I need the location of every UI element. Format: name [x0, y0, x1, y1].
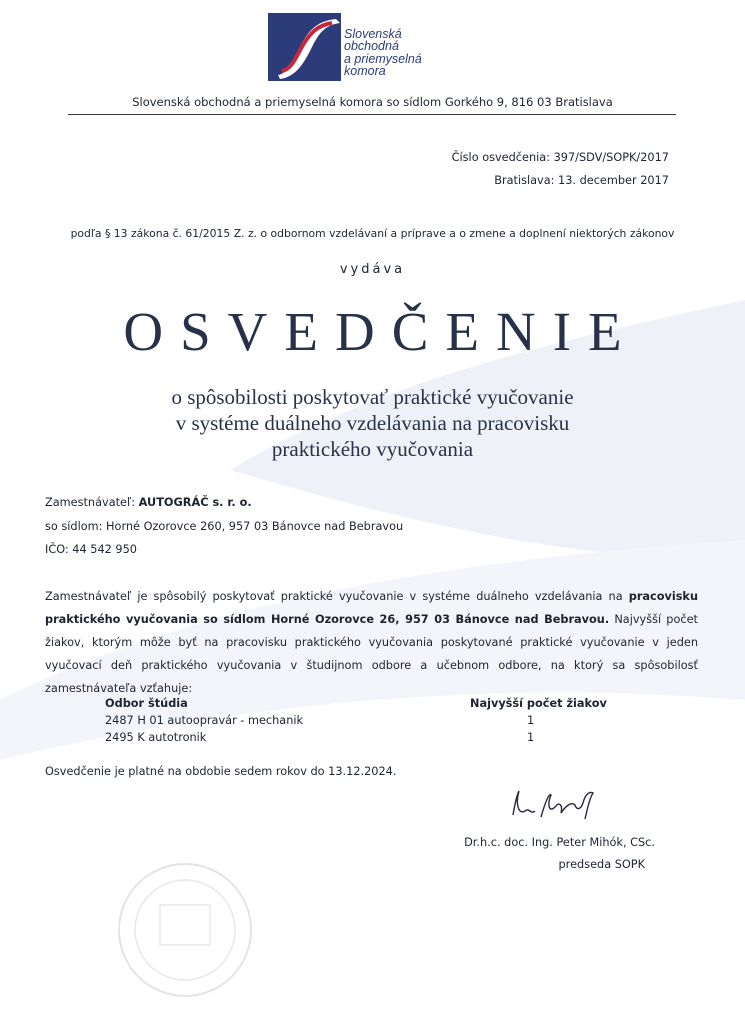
subtitle-line: o spôsobilosti poskytovať praktické vyučovanie: [171, 385, 574, 409]
legal-basis: podľa § 13 zákona č. 61/2015 Z. z. o odbornom vzdelávaní a príprave a o zmene a doplnení niektorých zákonov: [70, 227, 675, 240]
handwritten-signature: [505, 785, 615, 825]
certificate-number: Číslo osvedčenia: 397/SDV/SOPK/2017: [451, 151, 669, 164]
employer-name: AUTOGRÁČ s. r. o.: [138, 496, 252, 509]
logo-wordmark: Slovenská obchodná a priemyselná komora: [344, 27, 422, 79]
place-date: Bratislava: 13. december 2017: [494, 174, 669, 187]
subtitle-line: v systéme duálneho vzdelávania na pracovisku: [175, 411, 570, 435]
sopk-logo: [268, 13, 341, 81]
table-row-field: 2487 H 01 autoopravár - mechanik: [105, 714, 304, 727]
embossed-seal: [115, 860, 255, 1000]
workplace-address: pracovisku praktického vyučovania so sídlom Horné Ozorovce 26, 957 03 Bánovce nad Bebravou.: [45, 590, 698, 626]
employer-label: Zamestnávateľ:: [45, 496, 136, 509]
employer-seat: so sídlom: Horné Ozorovce 260, 957 03 Bánovce nad Bebravou: [45, 520, 404, 533]
employer-line: [45, 496, 252, 509]
table-row-count: 1: [527, 731, 535, 744]
signatory-name: Dr.h.c. doc. Ing. Peter Mihók, CSc.: [464, 836, 655, 849]
issues-label: vydáva: [339, 262, 406, 277]
chamber-address: Slovenská obchodná a priemyselná komora so sídlom Gorkého 9, 816 03 Bratislava: [132, 95, 613, 109]
table-header-count: Najvyšší počet žiakov: [470, 697, 607, 710]
signatory-role: predseda SOPK: [558, 858, 645, 871]
certificate-title: OSVEDČENIE: [123, 301, 639, 362]
validity-statement: Osvedčenie je platné na obdobie sedem rokov do 13.12.2024.: [45, 765, 397, 778]
body-paragraph: Zamestnávateľ je spôsobilý poskytovať praktické vyučovanie v systéme duálneho vzdelávania na pracovisku praktického vyučovania so sídlom Horné Ozorovce 26, 957 03 Bánovce nad Bebravou. Najvyšší počet žiakov, ktorým môže byť na pracovisku praktického vyučovania poskytované praktické vyučovanie v jeden vyučovací deň praktického vyučovania v študijnom odbore a učebnom odbore, na ktorý sa spôsobilosť zamestnávateľa vzťahuje:: [45, 590, 698, 695]
subtitle-line: praktického vyučovania: [271, 437, 474, 461]
employer-ico: IČO: 44 542 950: [45, 543, 137, 556]
header-divider: [68, 114, 676, 115]
table-row-count: 1: [527, 714, 535, 727]
table-header-field: Odbor štúdia: [105, 697, 188, 710]
certificate-subtitle: [0, 384, 745, 462]
table-row-field: 2495 K autotronik: [105, 731, 207, 744]
